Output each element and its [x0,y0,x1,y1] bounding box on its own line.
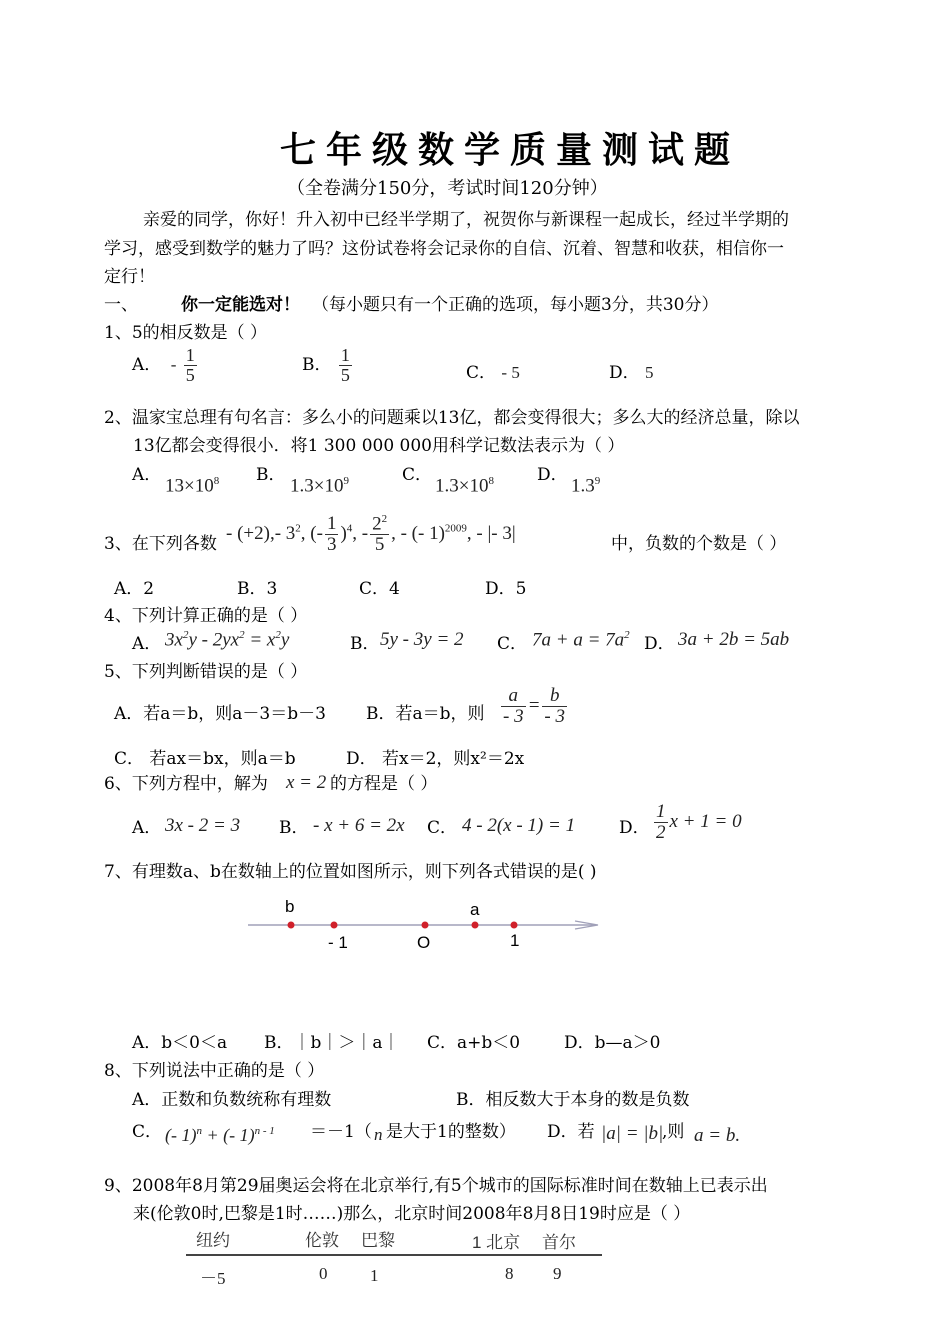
q1-a-label: A． [132,354,162,375]
q2-stem-1: 2、温家宝总理有句名言：多么小的问题乘以13亿，都会变得很大；多么大的经济总量，除以 [104,408,800,428]
q5-option-c: C． 若ax＝bx，则a＝b [114,749,296,769]
q4-d-label: D． [644,634,675,654]
q8-c-tail2: 是大于1的整数） [386,1122,516,1142]
q5-b-label: B．若a＝b，则 [366,704,485,724]
q8-d-tail: ,则 [662,1122,685,1142]
q8-n-expr: n [374,1125,383,1144]
q4-d-expr: 3a + 2b = 5ab [678,629,790,650]
q7-option-c: C．a+b＜0 [427,1033,521,1053]
q1-b-label: B． [302,354,332,375]
q4-b-label: B． [350,634,380,654]
q2-c-expr: $1.3\times 10^8$ [435,475,494,497]
q6-stem-b: 的方程是（ ） [330,774,438,794]
q3-option-c: C．4 [359,579,400,599]
q2-b-expr: $1.3\times 10^9$ [290,475,349,497]
q6-a-expr: 3x - 2 = 3 [165,815,241,836]
q2-a-expr: $13\times 10^8$ [165,475,220,497]
q6-a-label: A． [132,818,162,838]
q1-c-value: - 5 [501,363,520,382]
q3-option-a: A．2 [114,579,155,599]
q4-c-expr: $7a + a = 7a^2$ [532,629,630,651]
city-paris: 巴黎 [361,1231,395,1250]
city-beijing: 1 北京 [472,1233,521,1252]
q6-c-expr: 4 - 2(x - 1) = 1 [462,815,576,836]
q8-d-conclusion: a = b. [694,1125,741,1146]
q8-c-label: C． [132,1122,163,1142]
q1-d-label: D． [609,363,640,383]
q8-stem: 8、下列说法中正确的是（ ） [104,1061,325,1081]
q6-stem-a: 6、下列方程中，解为 [104,774,268,794]
section-note: （每小题只有一个正确的选项，每小题3分，共30分） [312,295,719,315]
city-london: 伦敦 [305,1231,339,1250]
label-one: 1 [510,931,520,950]
q3-option-b: B．3 [237,579,278,599]
page-subtitle: （全卷满分150分，考试时间120分钟） [287,178,608,199]
q4-c-label: C． [497,634,528,654]
point-b [288,922,295,929]
point-minus-one [331,922,338,929]
tz-num-london: 0 [319,1264,328,1283]
q2-b-label: B． [256,465,286,485]
tz-num-beijing: 8 [505,1264,514,1283]
q6-d-expr: $\frac{1}{2}$ x + 1 = 0 [656,801,742,843]
q6-b-label: B． [279,818,309,838]
q3-numbers-expr: - (+2),- $3^2$, (- $\frac{1}{3}$ )$^4$, - $\frac{2^2}{5}$ , - (- 1)$^{2009}$, - |- 3| [226,513,516,556]
q8-d-label: D．若 [547,1122,595,1142]
q1-option-a: A． - $\frac{1}{5}$ [132,345,195,385]
q7-stem: 7、有理数a、b在数轴上的位置如图所示，则下列各式错误的是( ) [104,862,597,882]
label-origin: O [417,933,431,952]
q9-stem-1: 9、2008年8月第29届奥运会将在北京举行,有5个城市的国际标准时间在数轴上已表示出 [104,1176,768,1196]
q5-stem: 5、下列判断错误的是（ ） [104,662,308,682]
q3-lead: 3、在下列各数 [104,534,217,554]
q7-option-b: B．｜b｜＞｜a｜ [264,1033,400,1053]
q7-option-a: A．b＜0＜a [132,1033,228,1053]
q2-d-expr: $1.3^9$ [571,475,601,497]
q9-stem-2: 来(伦敦0时,巴黎是1时……)那么，北京时间2008年8月8日19时应是（ ） [133,1204,691,1224]
section-number: 一、 [104,295,138,315]
q1-c-label: C． [466,363,497,383]
timezone-axis-line [186,1254,602,1256]
label-a: a [470,900,480,919]
q4-a-expr: $3x^2y - 2yx^2 = x^2y$ [165,629,290,651]
city-seoul: 首尔 [542,1233,576,1252]
q8-c-expr: (- 1)$^n$ + (- 1)$^{n - 1}$ [165,1125,275,1145]
label-b: b [285,897,295,916]
q5-b-expr: $\frac{a}{- 3}$ = $\frac{b}{- 3}$ [503,685,565,727]
label-minus-one: - 1 [328,933,348,952]
intro-line-1: 亲爱的同学，你好！升入初中已经半学期了，祝贺你与新课程一起成长，经过半学期的 [143,210,789,230]
q8-option-b: B．相反数大于本身的数是负数 [456,1090,690,1110]
tz-num-new-york: －5 [200,1269,226,1288]
q4-b-expr: 5y - 3y = 2 [380,629,464,650]
q8-c-tail: ＝－1（ [310,1122,372,1142]
q8-d-expr: |a| = |b| [601,1123,664,1144]
q1-option-c [466,358,520,383]
tz-num-paris: 1 [370,1266,379,1285]
intro-line-3: 定行！ [104,267,155,287]
q6-d-label: D． [619,818,650,838]
q1-stem: 1、5的相反数是（ ） [104,323,268,343]
q3-option-d: D．5 [485,579,527,599]
q3-tail: 中，负数的个数是（ ） [611,534,787,554]
q2-a-label: A． [132,465,162,485]
q2-d-label: D． [537,465,568,485]
q5-option-d: D． 若x＝2，则x²＝2x [346,749,525,769]
point-origin [422,922,429,929]
page-title: 七年级数学质量测试题 [280,129,741,171]
city-new-york: 纽约 [196,1231,230,1250]
point-a [472,922,479,929]
q1-option-d [609,358,654,383]
q8-option-a: A．正数和负数统称有理数 [132,1090,332,1110]
q6-b-expr: - x + 6 = 2x [313,815,405,836]
q4-stem: 4、下列计算正确的是（ ） [104,606,308,626]
q2-stem-2: 13亿都会变得很小．将1 300 000 000用科学记数法表示为（ ） [133,436,625,456]
q6-c-label: C． [427,818,458,838]
q6-x-expr: x = 2 [286,772,327,793]
point-one [511,922,518,929]
q7-option-d: D．b—a＞0 [564,1033,661,1053]
section-heading: 你一定能选对！ [181,295,300,315]
intro-line-2: 学习，感受到数学的魅力了吗？这份试卷将会记录你的自信、沉着、智慧和收获，相信你一 [104,239,784,259]
tz-num-seoul: 9 [553,1264,562,1283]
q4-a-label: A． [132,634,162,654]
q1-option-b: B． $\frac{1}{5}$ [302,345,350,385]
q2-c-label: C． [402,465,433,485]
q5-option-a: A．若a＝b，则a－3＝b－3 [114,704,326,724]
q1-d-value: 5 [645,363,654,382]
number-line-figure [240,895,610,965]
